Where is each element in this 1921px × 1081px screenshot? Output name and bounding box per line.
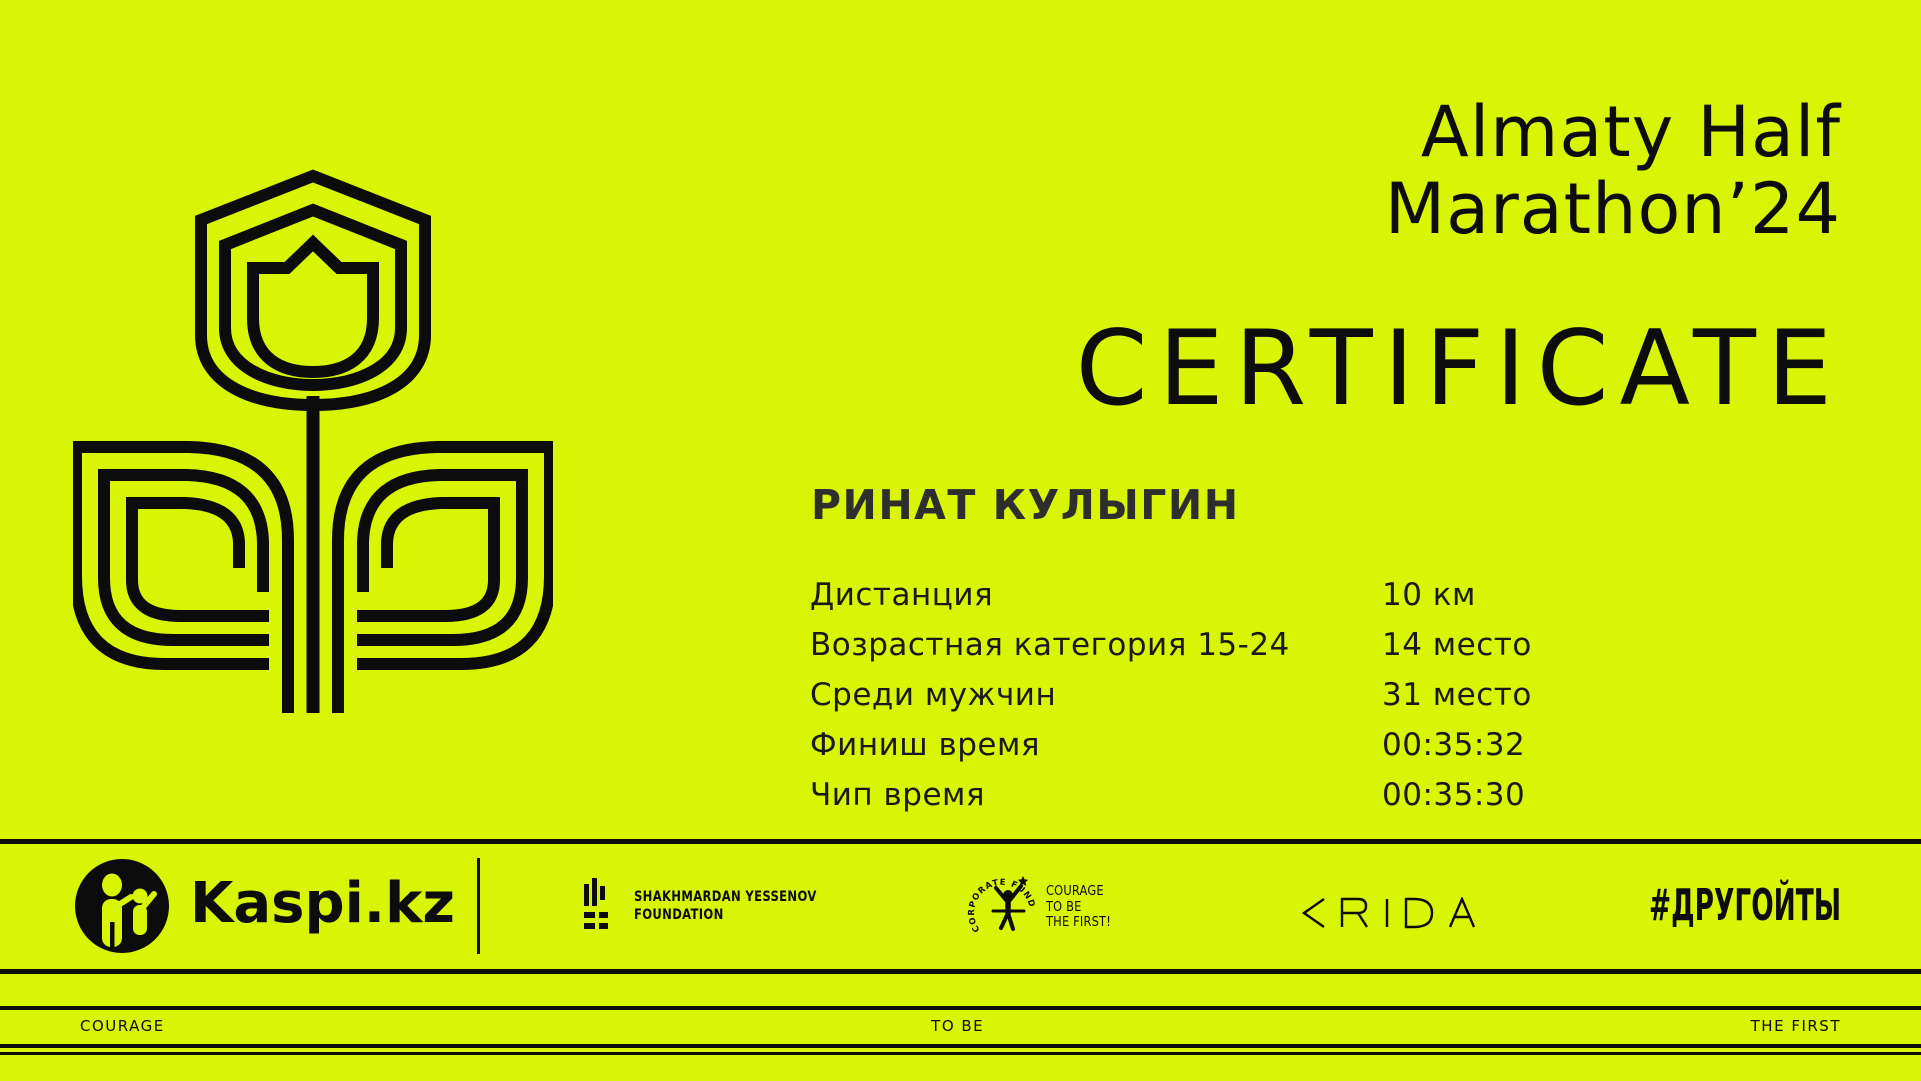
sponsor-band-top-rule bbox=[0, 839, 1921, 844]
result-value: 14 место bbox=[1382, 627, 1532, 663]
tulip-marathon-logo bbox=[73, 168, 553, 728]
tulip-left-leaf bbox=[76, 447, 288, 713]
tulip-flower bbox=[201, 176, 425, 405]
tulip-shield bbox=[253, 243, 373, 372]
tulip-right-leaf bbox=[338, 447, 550, 713]
result-label: Возрастная категория 15-24 bbox=[810, 627, 1290, 663]
result-label: Дистанция bbox=[810, 577, 994, 613]
yessenov-foundation-text bbox=[634, 888, 817, 924]
slogan-line1: COURAGE bbox=[1046, 884, 1104, 899]
result-value: 00:35:32 bbox=[1382, 727, 1526, 763]
slogan-line3: THE FIRST! bbox=[1046, 915, 1111, 930]
kaspi-logo-icon bbox=[74, 858, 170, 954]
event-title bbox=[1384, 91, 1841, 250]
result-label: Финиш время bbox=[810, 727, 1041, 763]
slogan-line2: TO BE bbox=[1046, 899, 1082, 915]
bottom-strip-double-rule bbox=[0, 1052, 1921, 1055]
corporate-fund-slogan bbox=[1046, 884, 1111, 931]
bottom-strip-right: THE FIRST bbox=[1750, 1017, 1841, 1035]
result-value: 00:35:30 bbox=[1382, 777, 1526, 813]
result-row-age-category bbox=[810, 620, 1610, 670]
result-value: 10 км bbox=[1382, 577, 1476, 613]
corporate-fund-emblem bbox=[966, 866, 1042, 942]
result-label: Чип время bbox=[810, 777, 986, 813]
corporate-fund-arc-text: CORPORATE FUND bbox=[967, 877, 1037, 934]
result-row-among-men bbox=[810, 670, 1610, 720]
footer-divider bbox=[477, 858, 480, 954]
bottom-strip-center: TO BE bbox=[931, 1017, 985, 1035]
yessenov-line2: FOUNDATION bbox=[634, 907, 724, 923]
certificate-heading: CERTIFICATE bbox=[1075, 309, 1843, 429]
participant-name: РИНАТ КУЛЫГИН bbox=[811, 481, 1240, 529]
result-label: Среди мужчин bbox=[810, 677, 1057, 713]
bottom-strip-bottom-rule bbox=[0, 1044, 1921, 1048]
kaspi-wordmark: Kaspi.kz bbox=[190, 871, 455, 936]
result-row-distance bbox=[810, 570, 1610, 620]
yessenov-foundation-icon bbox=[584, 878, 618, 934]
krida-wordmark bbox=[1300, 897, 1478, 929]
hashtag-drugoyty: #ДРУГОЙТЫ bbox=[1648, 880, 1841, 931]
result-value: 31 место bbox=[1382, 677, 1532, 713]
bottom-strip-left: COURAGE bbox=[80, 1017, 165, 1035]
bottom-strip bbox=[0, 1008, 1921, 1044]
event-title-line1: Almaty Half bbox=[1420, 91, 1841, 173]
event-title-line2: Marathon’24 bbox=[1384, 168, 1841, 250]
result-row-chip-time bbox=[810, 770, 1610, 820]
results-table bbox=[810, 570, 1610, 820]
sponsor-band-bottom-rule bbox=[0, 969, 1921, 974]
yessenov-line1: SHAKHMARDAN YESSENOV bbox=[634, 889, 817, 905]
result-row-finish-time bbox=[810, 720, 1610, 770]
star-icon bbox=[1018, 876, 1028, 886]
